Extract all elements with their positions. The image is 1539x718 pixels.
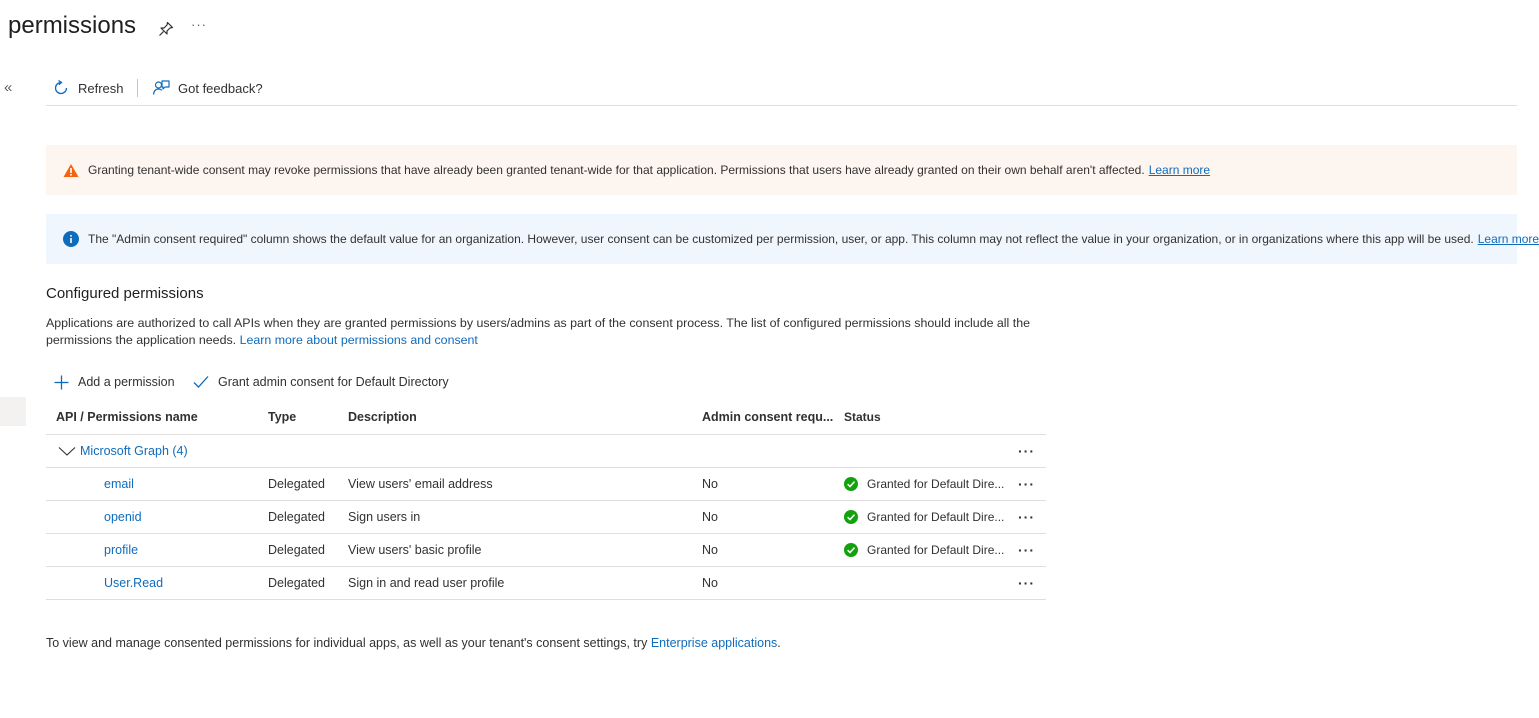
refresh-label: Refresh [78, 80, 124, 96]
group-more-button[interactable]: ··· [1018, 443, 1035, 459]
row-more-button[interactable]: ··· [1018, 575, 1035, 591]
header-type[interactable]: Type [268, 410, 297, 424]
info-learn-more-link[interactable]: Learn more [1477, 232, 1539, 246]
grant-admin-consent-label: Grant admin consent for Default Directory [218, 375, 449, 389]
check-circle-icon [844, 477, 858, 491]
enterprise-applications-link[interactable]: Enterprise applications [650, 636, 778, 650]
status-text: Granted for Default Dire... [867, 477, 1005, 491]
add-permission-button[interactable] [54, 373, 175, 391]
feedback-label: Got feedback? [178, 80, 263, 96]
group-name-link[interactable]: Microsoft Graph (4) [80, 444, 188, 458]
admin-consent-value: No [702, 510, 718, 524]
status-text: Granted for Default Dire... [867, 543, 1005, 557]
row-more-button[interactable]: ··· [1018, 476, 1035, 492]
status-cell [844, 534, 1012, 566]
feedback-icon [152, 79, 170, 97]
table-header [46, 401, 1046, 435]
permission-name-link[interactable]: User.Read [104, 576, 164, 590]
table-row [46, 501, 1046, 534]
permission-type: Delegated [268, 510, 325, 524]
header-status[interactable] [844, 401, 1012, 434]
warning-banner [46, 145, 1517, 195]
permissions-consent-link[interactable]: Learn more about permissions and consent [239, 333, 478, 347]
sidebar-selected-item[interactable] [0, 397, 26, 426]
permission-type: Delegated [268, 576, 325, 590]
table-row [46, 567, 1046, 600]
admin-consent-value: No [702, 477, 718, 491]
row-more-button[interactable]: ··· [1018, 542, 1035, 558]
info-banner [46, 214, 1539, 264]
permission-description: View users' email address [348, 477, 493, 491]
footer-text: To view and manage consented permissions for individual apps, as well as your tenant's consent settings, try [46, 636, 648, 650]
status-cell [844, 468, 1012, 500]
permission-name-link[interactable]: openid [104, 510, 142, 524]
info-icon [63, 231, 79, 247]
refresh-button[interactable] [52, 77, 124, 99]
section-description-text: Applications are authorized to call APIs when they are granted permissions by users/admins as part of the consent process. The list of configured permissions should include all the permissions the application needs. [46, 316, 1030, 347]
grant-admin-consent-button[interactable] [193, 373, 449, 391]
row-more-button[interactable]: ··· [1018, 509, 1035, 525]
permission-type: Delegated [268, 477, 325, 491]
footer-suffix: . [777, 636, 781, 650]
chevron-down-icon [58, 446, 76, 456]
plus-icon [54, 375, 69, 390]
status-text: Granted for Default Dire... [867, 510, 1005, 524]
header-description[interactable]: Description [348, 410, 417, 424]
permission-name-link[interactable]: email [104, 477, 134, 491]
warning-learn-more-link[interactable]: Learn more [1148, 163, 1211, 177]
table-group-row [46, 435, 1046, 468]
checkmark-icon [193, 375, 209, 389]
section-description [46, 315, 1046, 349]
group-toggle[interactable] [58, 435, 188, 467]
permission-description: View users' basic profile [348, 543, 482, 557]
warning-icon [63, 163, 79, 178]
footer-note [46, 636, 781, 650]
header-admin-consent[interactable]: Admin consent requ... [702, 410, 834, 424]
info-text: The "Admin consent required" column shows the default value for an organization. However, user consent can be customized per permission, user, or app. This column may not reflect the value in your organization, or in organizations where this app will be used. [88, 232, 1474, 246]
check-circle-icon [844, 510, 858, 524]
warning-text: Granting tenant-wide consent may revoke permissions that have already been granted tenant-wide for that application. Permissions that users have already granted on their own behalf aren't affected. [88, 163, 1145, 177]
page-title: permissions [8, 12, 137, 39]
table-row [46, 534, 1046, 567]
refresh-icon [52, 79, 70, 97]
collapse-sidebar-icon[interactable]: « [4, 79, 13, 96]
header-status-label: Status [844, 410, 881, 424]
admin-consent-value: No [702, 543, 718, 557]
feedback-button[interactable] [152, 77, 263, 99]
permission-description: Sign users in [348, 510, 421, 524]
table-row [46, 468, 1046, 501]
header-name[interactable]: API / Permissions name [56, 410, 198, 424]
section-title: Configured permissions [46, 285, 204, 302]
status-cell [844, 501, 1012, 533]
permission-description: Sign in and read user profile [348, 576, 505, 590]
permissions-table [46, 401, 1046, 600]
add-permission-label: Add a permission [78, 375, 175, 389]
more-options-button[interactable]: ··· [191, 17, 207, 32]
permission-name-link[interactable]: profile [104, 543, 139, 557]
toolbar [46, 71, 1517, 106]
permission-type: Delegated [268, 543, 325, 557]
check-circle-icon [844, 543, 858, 557]
pin-icon[interactable] [157, 20, 175, 38]
admin-consent-value: No [702, 576, 718, 590]
toolbar-divider [137, 79, 138, 97]
